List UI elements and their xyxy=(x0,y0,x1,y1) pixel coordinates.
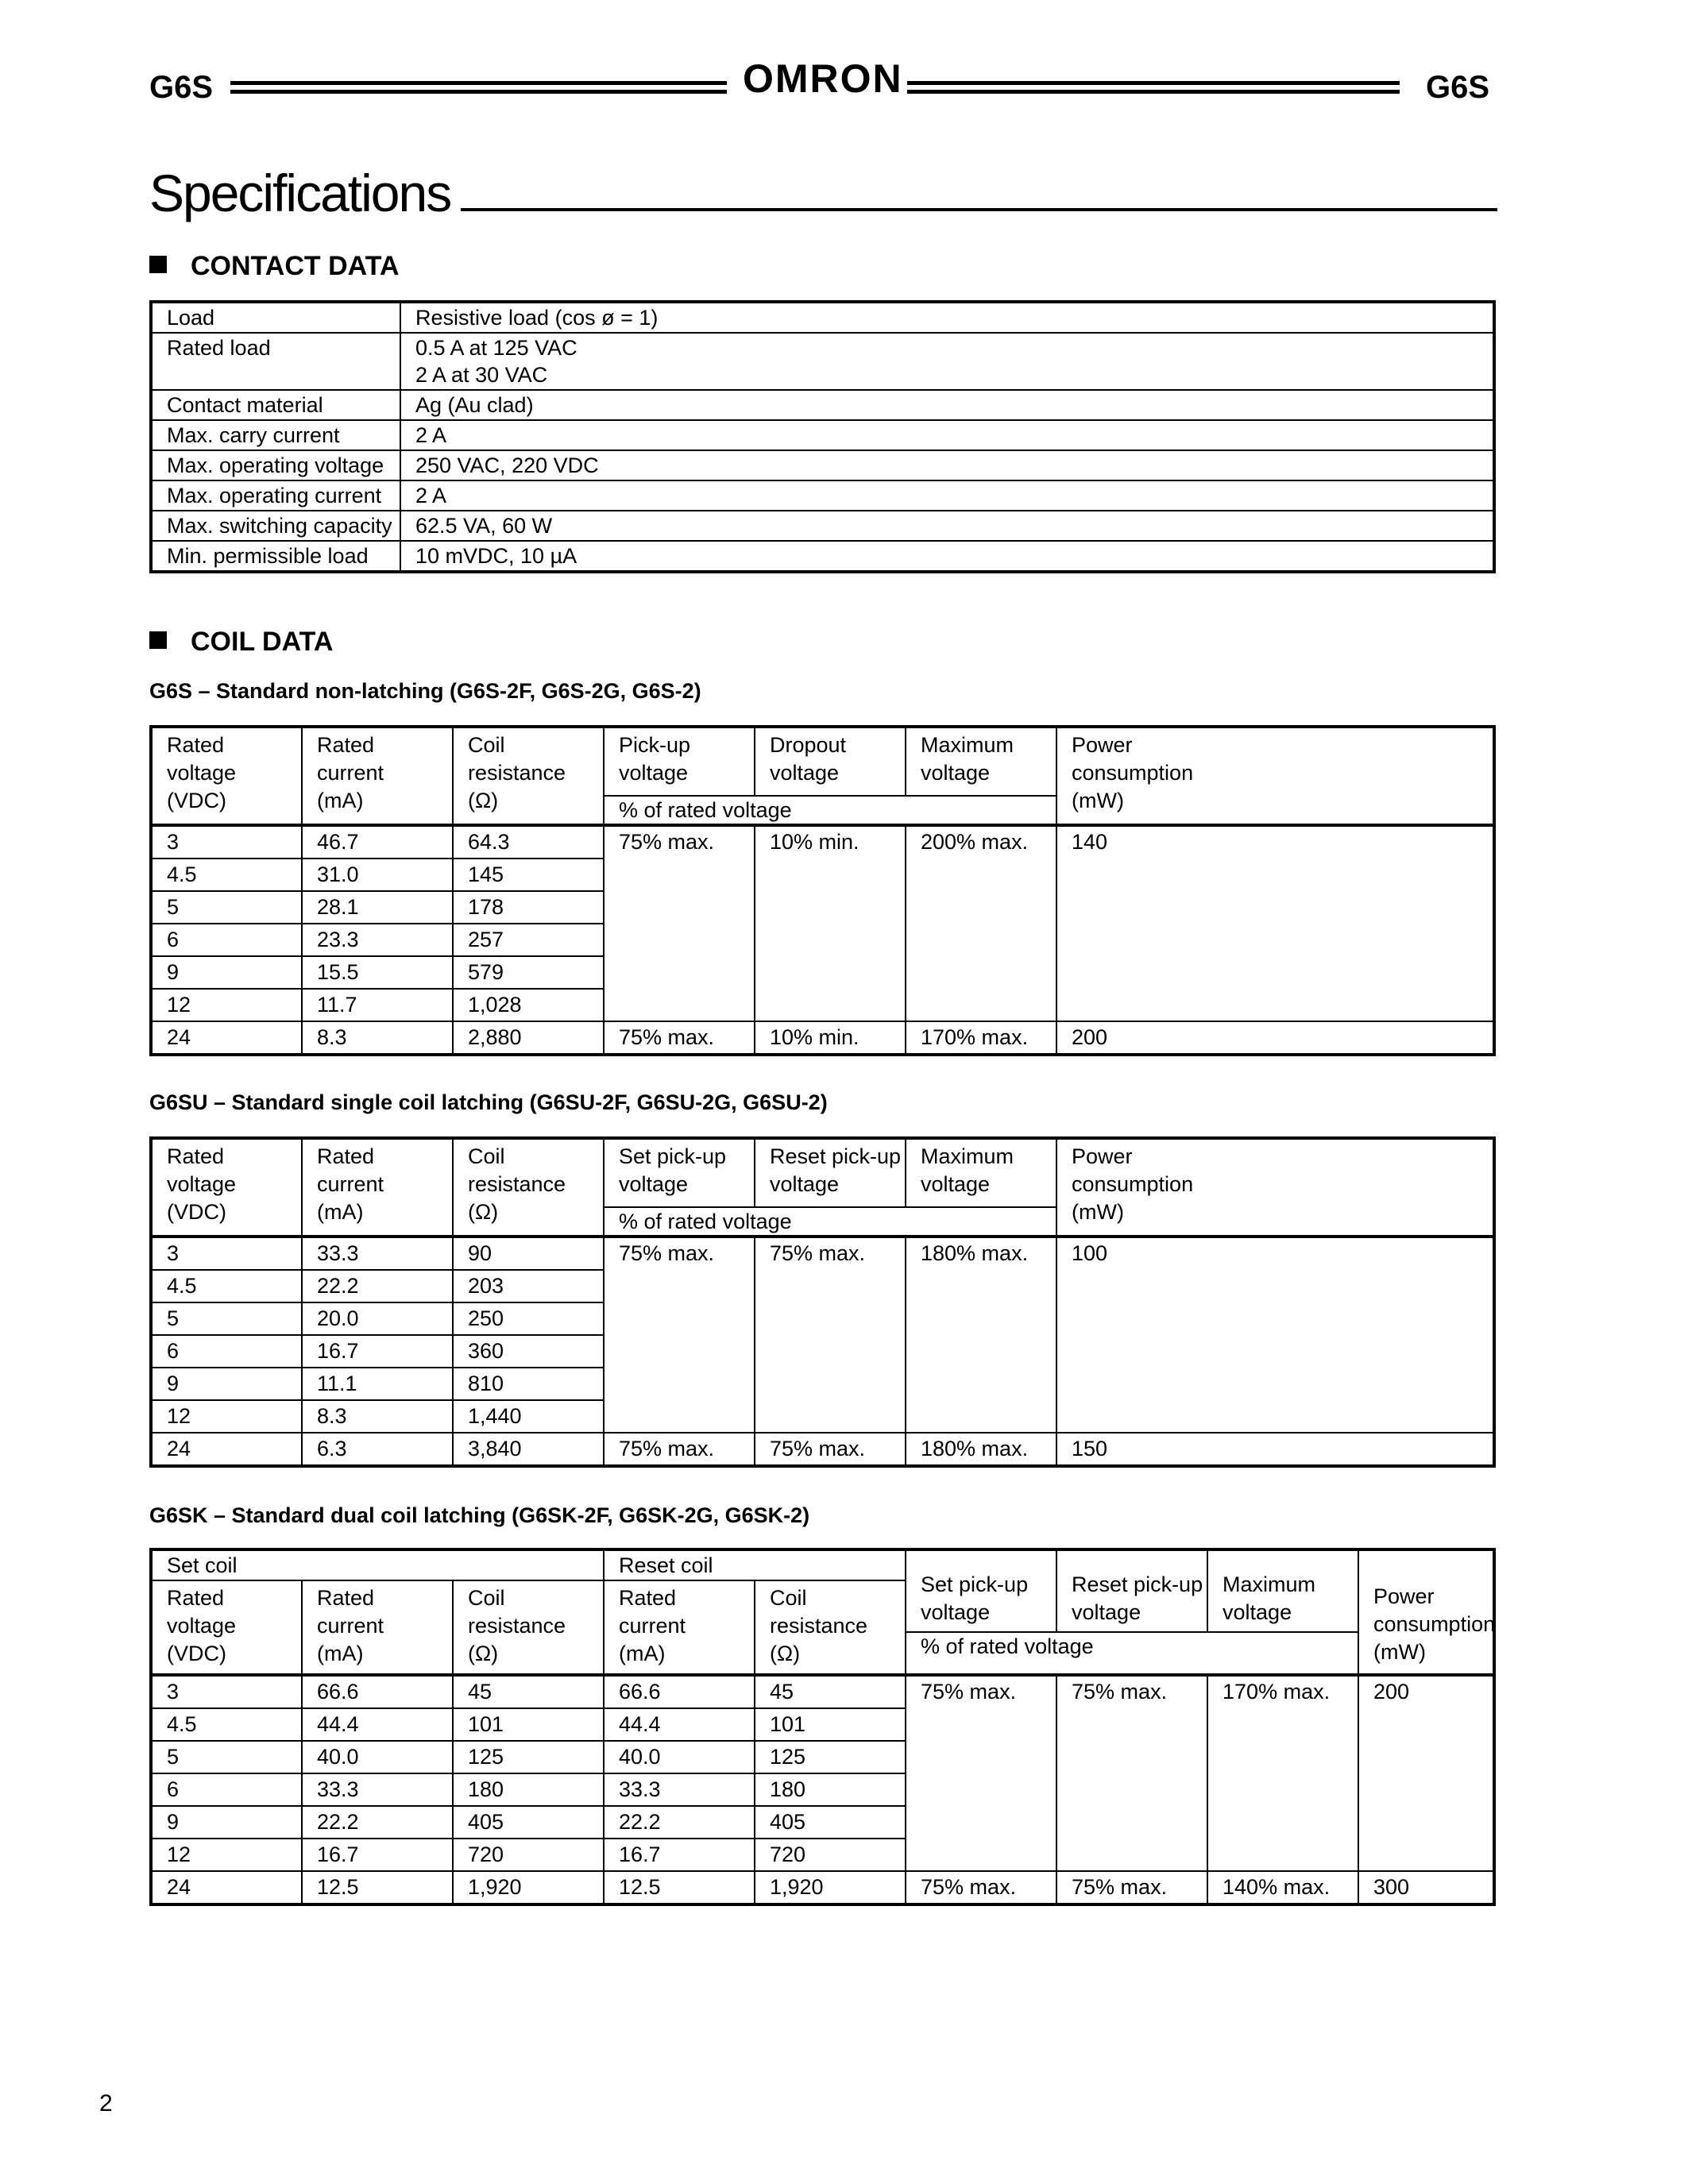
group-value: 150 xyxy=(1056,1433,1494,1466)
table-cell: 20.0 xyxy=(302,1302,453,1335)
column-header: Rated current (mA) xyxy=(302,1138,453,1237)
contact-label: Max. carry current xyxy=(151,420,400,450)
reset-coil-header: Reset coil xyxy=(604,1549,906,1580)
table-cell: 24 xyxy=(151,1871,302,1904)
table-cell: 203 xyxy=(453,1270,604,1302)
table-cell: 145 xyxy=(453,859,604,891)
header-model-left: G6S xyxy=(149,70,214,105)
table-cell: 64.3 xyxy=(453,825,604,859)
group-value: 170% max. xyxy=(906,1021,1056,1055)
table-cell: 66.6 xyxy=(302,1675,453,1708)
contact-value-line: 0.5 A at 125 VAC xyxy=(415,336,577,360)
column-header: Set pick-up voltage xyxy=(906,1549,1056,1632)
group-value: 10% min. xyxy=(755,1021,906,1055)
table-row xyxy=(151,1675,1494,1708)
group-value: 300 xyxy=(1358,1871,1494,1904)
group-value: 75% max. xyxy=(755,1237,906,1433)
contact-data-heading: CONTACT DATA xyxy=(149,251,400,282)
table-cell: 579 xyxy=(453,956,604,989)
column-header: Coil resistance (Ω) xyxy=(755,1580,906,1675)
header-model-right: G6S xyxy=(1426,70,1490,105)
table-cell: 101 xyxy=(453,1708,604,1741)
table-cell: 9 xyxy=(151,1806,302,1839)
percent-rated-voltage-label: % of rated voltage xyxy=(604,1207,1056,1237)
column-header: Dropout voltage xyxy=(755,727,906,796)
contact-value xyxy=(400,333,1494,390)
table-cell: 6.3 xyxy=(302,1433,453,1466)
column-header: Rated voltage (VDC) xyxy=(151,727,302,825)
table-cell: 1,920 xyxy=(755,1871,906,1904)
table-cell: 31.0 xyxy=(302,859,453,891)
table-row xyxy=(151,480,1494,511)
coil-data-heading: COIL DATA xyxy=(149,627,333,658)
table-cell: 9 xyxy=(151,956,302,989)
table-cell: 3 xyxy=(151,825,302,859)
table-row xyxy=(151,450,1494,480)
table-cell: 22.2 xyxy=(302,1806,453,1839)
column-header: Maximum voltage xyxy=(906,1138,1056,1207)
group-value: 200 xyxy=(1056,1021,1494,1055)
contact-label: Min. permissible load xyxy=(151,541,400,572)
table-cell: 12 xyxy=(151,1839,302,1871)
table-cell: 720 xyxy=(453,1839,604,1871)
table-cell: 1,440 xyxy=(453,1400,604,1433)
table-cell: 4.5 xyxy=(151,1708,302,1741)
table-cell: 28.1 xyxy=(302,891,453,924)
contact-label: Contact material xyxy=(151,390,400,420)
table-cell: 40.0 xyxy=(604,1741,755,1773)
table-cell: 3 xyxy=(151,1675,302,1708)
table-cell: 5 xyxy=(151,891,302,924)
column-header: Rated current (mA) xyxy=(302,1580,453,1675)
contact-value: Ag (Au clad) xyxy=(400,390,1494,420)
table-cell: 90 xyxy=(453,1237,604,1270)
table-cell: 3 xyxy=(151,1237,302,1270)
contact-value: Resistive load (cos ø = 1) xyxy=(400,302,1494,333)
contact-label: Max. switching capacity xyxy=(151,511,400,541)
group-value: 200% max. xyxy=(906,825,1056,1021)
table-row xyxy=(151,541,1494,572)
table-cell: 2,880 xyxy=(453,1021,604,1055)
table-cell: 5 xyxy=(151,1302,302,1335)
column-header: Rated current (mA) xyxy=(604,1580,755,1675)
column-header: Pick-up voltage xyxy=(604,727,755,796)
square-bullet-icon xyxy=(149,631,167,649)
column-header: Maximum voltage xyxy=(1207,1549,1358,1632)
contact-value: 2 A xyxy=(400,420,1494,450)
column-header: Reset pick-up voltage xyxy=(755,1138,906,1207)
page-title: Specifications xyxy=(149,164,451,222)
table-row xyxy=(151,511,1494,541)
table-cell: 16.7 xyxy=(604,1839,755,1871)
table-cell: 405 xyxy=(755,1806,906,1839)
table-cell: 16.7 xyxy=(302,1839,453,1871)
table-cell: 45 xyxy=(755,1675,906,1708)
contact-label: Rated load xyxy=(151,333,400,390)
table-cell: 810 xyxy=(453,1368,604,1400)
table-cell: 5 xyxy=(151,1741,302,1773)
table-cell: 45 xyxy=(453,1675,604,1708)
table-row xyxy=(151,1871,1494,1904)
table-cell: 720 xyxy=(755,1839,906,1871)
group-value: 140 xyxy=(1056,825,1494,1021)
table-cell: 9 xyxy=(151,1368,302,1400)
table-cell: 22.2 xyxy=(604,1806,755,1839)
contact-value-line: 2 A at 30 VAC xyxy=(415,363,548,387)
contact-label: Load xyxy=(151,302,400,333)
table-cell: 12.5 xyxy=(302,1871,453,1904)
title-rule xyxy=(461,208,1497,211)
table-cell: 6 xyxy=(151,1335,302,1368)
contact-label: Max. operating current xyxy=(151,480,400,511)
column-header: Rated voltage (VDC) xyxy=(151,1580,302,1675)
table3-subtitle: G6SK – Standard dual coil latching (G6SK-2F, G6SK-2G, G6SK-2) xyxy=(149,1503,810,1527)
table-cell: 180 xyxy=(755,1773,906,1806)
column-header: Set pick-up voltage xyxy=(604,1138,755,1207)
table-cell: 12 xyxy=(151,1400,302,1433)
column-header: Coil resistance (Ω) xyxy=(453,1138,604,1237)
contact-label: Max. operating voltage xyxy=(151,450,400,480)
percent-rated-voltage-label: % of rated voltage xyxy=(604,796,1056,825)
table-row xyxy=(151,1021,1494,1055)
table-cell: 11.7 xyxy=(302,989,453,1021)
contact-value: 250 VAC, 220 VDC xyxy=(400,450,1494,480)
table-cell: 44.4 xyxy=(302,1708,453,1741)
group-value: 140% max. xyxy=(1207,1871,1358,1904)
table-cell: 8.3 xyxy=(302,1021,453,1055)
omron-logo: OMRON xyxy=(743,56,903,101)
table-cell: 1,920 xyxy=(453,1871,604,1904)
table-row xyxy=(151,1237,1494,1270)
table-cell: 3,840 xyxy=(453,1433,604,1466)
group-value: 75% max. xyxy=(1056,1675,1207,1871)
page-number: 2 xyxy=(99,2090,113,2116)
coil-table-non-latching xyxy=(149,725,1496,1056)
table-cell: 250 xyxy=(453,1302,604,1335)
table-cell: 23.3 xyxy=(302,924,453,956)
column-header: Power consumption (mW) xyxy=(1056,1138,1494,1237)
table-cell: 46.7 xyxy=(302,825,453,859)
column-header: Coil resistance (Ω) xyxy=(453,1580,604,1675)
table-row xyxy=(151,420,1494,450)
table1-subtitle: G6S – Standard non-latching (G6S-2F, G6S-2G, G6S-2) xyxy=(149,679,701,703)
table-cell: 405 xyxy=(453,1806,604,1839)
table-cell: 33.3 xyxy=(302,1237,453,1270)
table-cell: 11.1 xyxy=(302,1368,453,1400)
table-cell: 16.7 xyxy=(302,1335,453,1368)
table-cell: 8.3 xyxy=(302,1400,453,1433)
column-header: Reset pick-up voltage xyxy=(1056,1549,1207,1632)
table-cell: 178 xyxy=(453,891,604,924)
contact-value: 10 mVDC, 10 µA xyxy=(400,541,1494,572)
group-value: 200 xyxy=(1358,1675,1494,1871)
coil-table-single-latching xyxy=(149,1136,1496,1468)
contact-value: 2 A xyxy=(400,480,1494,511)
table-cell: 125 xyxy=(755,1741,906,1773)
table-cell: 12 xyxy=(151,989,302,1021)
table-cell: 40.0 xyxy=(302,1741,453,1773)
group-value: 100 xyxy=(1056,1237,1494,1433)
header-row xyxy=(151,1138,1494,1207)
table-cell: 360 xyxy=(453,1335,604,1368)
contact-data-table xyxy=(149,300,1496,573)
table-row xyxy=(151,390,1494,420)
table2-subtitle: G6SU – Standard single coil latching (G6SU-2F, G6SU-2G, G6SU-2) xyxy=(149,1090,828,1114)
table-cell: 101 xyxy=(755,1708,906,1741)
column-header: Coil resistance (Ω) xyxy=(453,727,604,825)
table-cell: 1,028 xyxy=(453,989,604,1021)
column-header: Maximum voltage xyxy=(906,727,1056,796)
header-row xyxy=(151,1549,1494,1580)
group-value: 75% max. xyxy=(604,1237,755,1433)
group-value: 75% max. xyxy=(906,1675,1056,1871)
table-cell: 6 xyxy=(151,1773,302,1806)
column-header: Rated current (mA) xyxy=(302,727,453,825)
group-value: 75% max. xyxy=(906,1871,1056,1904)
coil-table-dual-latching xyxy=(149,1548,1496,1906)
table-cell: 33.3 xyxy=(604,1773,755,1806)
group-value: 75% max. xyxy=(604,1021,755,1055)
table-row xyxy=(151,825,1494,859)
table-cell: 257 xyxy=(453,924,604,956)
table-row xyxy=(151,333,1494,390)
table-cell: 33.3 xyxy=(302,1773,453,1806)
percent-rated-voltage-label: % of rated voltage xyxy=(906,1632,1358,1675)
table-cell: 6 xyxy=(151,924,302,956)
group-value: 75% max. xyxy=(604,1433,755,1466)
group-value: 180% max. xyxy=(906,1433,1056,1466)
table-cell: 180 xyxy=(453,1773,604,1806)
table-cell: 4.5 xyxy=(151,1270,302,1302)
table-cell: 66.6 xyxy=(604,1675,755,1708)
square-bullet-icon xyxy=(149,256,167,273)
header-rule-right xyxy=(907,81,1400,94)
table-cell: 15.5 xyxy=(302,956,453,989)
table-row xyxy=(151,1433,1494,1466)
table-cell: 125 xyxy=(453,1741,604,1773)
column-header: Power consumption (mW) xyxy=(1358,1549,1494,1675)
table-cell: 12.5 xyxy=(604,1871,755,1904)
column-header: Power consumption (mW) xyxy=(1056,727,1494,825)
table-cell: 24 xyxy=(151,1433,302,1466)
header-row xyxy=(151,727,1494,796)
group-value: 180% max. xyxy=(906,1237,1056,1433)
set-coil-header: Set coil xyxy=(151,1549,604,1580)
table-cell: 24 xyxy=(151,1021,302,1055)
table-row xyxy=(151,302,1494,333)
table-cell: 44.4 xyxy=(604,1708,755,1741)
group-value: 75% max. xyxy=(755,1433,906,1466)
table-cell: 22.2 xyxy=(302,1270,453,1302)
table-cell: 4.5 xyxy=(151,859,302,891)
group-value: 75% max. xyxy=(604,825,755,1021)
contact-value: 62.5 VA, 60 W xyxy=(400,511,1494,541)
group-value: 75% max. xyxy=(1056,1871,1207,1904)
group-value: 10% min. xyxy=(755,825,906,1021)
column-header: Rated voltage (VDC) xyxy=(151,1138,302,1237)
group-value: 170% max. xyxy=(1207,1675,1358,1871)
header-rule-left xyxy=(230,81,727,94)
